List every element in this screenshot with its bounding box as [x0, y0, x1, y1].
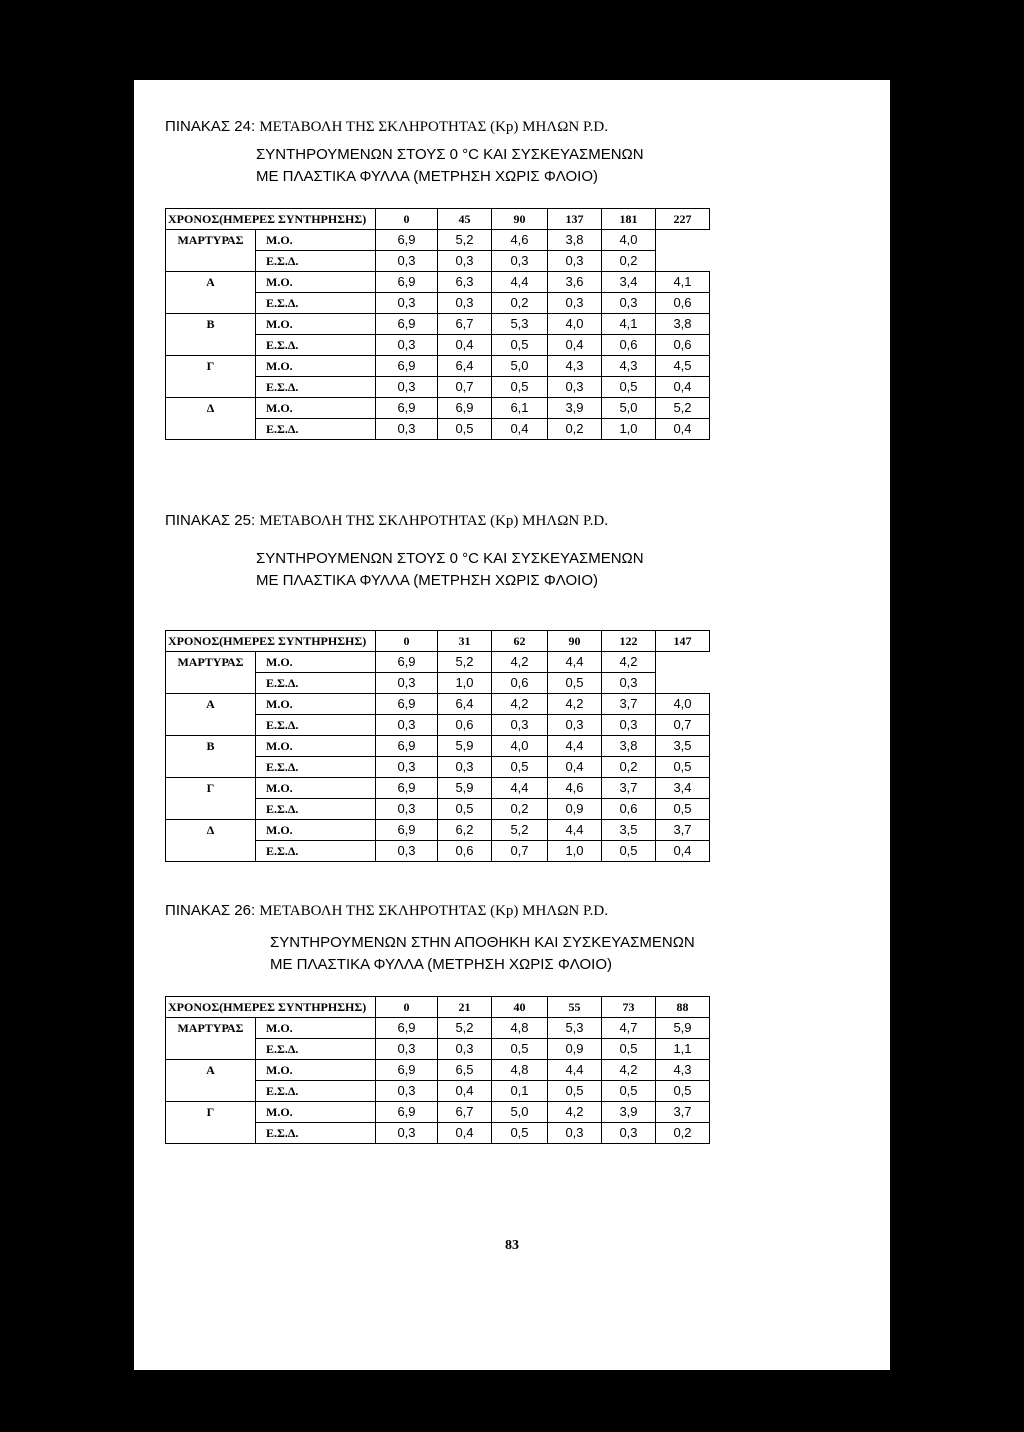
value-cell: 0,3	[376, 757, 438, 778]
value-cell: 0,3	[376, 293, 438, 314]
measure-label: Μ.Ο.	[256, 1060, 376, 1081]
measure-label: Ε.Σ.Δ.	[256, 1081, 376, 1102]
measure-label: Μ.Ο.	[256, 652, 376, 673]
measure-label: Ε.Σ.Δ.	[256, 251, 376, 272]
empty-cell	[656, 673, 710, 694]
table-subtitle: ΜΕ ΠΛΑΣΤΙΚΑ ΦΥΛΛΑ (ΜΕΤΡΗΣΗ ΧΩΡΙΣ ΦΛΟΙΟ)	[270, 956, 613, 973]
empty-cell	[656, 652, 710, 673]
value-cell: 0,5	[656, 757, 710, 778]
group-label	[166, 757, 256, 778]
value-cell: 6,9	[376, 778, 438, 799]
value-cell: 0,6	[656, 293, 710, 314]
header-day-cell: 31	[438, 631, 492, 652]
group-label	[166, 419, 256, 440]
value-cell: 1,0	[548, 841, 602, 862]
value-cell: 0,4	[492, 419, 548, 440]
group-label	[166, 673, 256, 694]
table-row	[166, 1102, 710, 1123]
value-cell: 0,6	[602, 335, 656, 356]
table-row	[166, 673, 710, 694]
value-cell: 0,7	[492, 841, 548, 862]
value-cell: 0,3	[376, 377, 438, 398]
group-label: Δ	[166, 820, 256, 841]
header-day-cell: 88	[656, 997, 710, 1018]
measure-label: Ε.Σ.Δ.	[256, 757, 376, 778]
value-cell: 0,3	[376, 251, 438, 272]
value-cell: 5,9	[656, 1018, 710, 1039]
value-cell: 6,9	[376, 230, 438, 251]
table-subtitle: ΣΥΝΤΗΡΟΥΜΕΝΩΝ ΣΤΟΥΣ 0 °C ΚΑΙ ΣΥΣΚΕΥΑΣΜΕΝΩΝ	[256, 146, 644, 163]
header-day-cell: 147	[656, 631, 710, 652]
table-row	[166, 230, 710, 251]
value-cell: 0,7	[656, 715, 710, 736]
value-cell: 0,3	[438, 251, 492, 272]
value-cell: 4,6	[548, 778, 602, 799]
value-cell: 0,3	[376, 1081, 438, 1102]
value-cell: 4,0	[548, 314, 602, 335]
value-cell: 0,3	[492, 715, 548, 736]
header-day-cell: 45	[438, 209, 492, 230]
table-row	[166, 272, 710, 293]
value-cell: 0,6	[656, 335, 710, 356]
measure-label: Ε.Σ.Δ.	[256, 335, 376, 356]
value-cell: 4,0	[492, 736, 548, 757]
value-cell: 0,3	[548, 377, 602, 398]
value-cell: 4,8	[492, 1060, 548, 1081]
value-cell: 1,0	[438, 673, 492, 694]
table-header-row	[166, 997, 710, 1018]
value-cell: 6,9	[376, 1018, 438, 1039]
measure-label: Μ.Ο.	[256, 1102, 376, 1123]
group-label: Α	[166, 694, 256, 715]
table-row	[166, 778, 710, 799]
group-label	[166, 715, 256, 736]
table-row	[166, 757, 710, 778]
empty-cell	[656, 251, 710, 272]
measure-label: Μ.Ο.	[256, 820, 376, 841]
value-cell: 0,3	[438, 757, 492, 778]
measure-label: Ε.Σ.Δ.	[256, 377, 376, 398]
value-cell: 6,5	[438, 1060, 492, 1081]
document-page	[134, 80, 890, 1370]
group-label: ΜΑΡΤΥΡΑΣ	[166, 1018, 256, 1039]
table-title: ΠΙΝΑΚΑΣ 24: ΜΕΤΑΒΟΛΗ ΤΗΣ ΣΚΛΗΡΟΤΗΤΑΣ (Kp) ΜΗΛΩΝ P.D.	[165, 118, 608, 135]
value-cell: 3,5	[656, 736, 710, 757]
measure-label: Ε.Σ.Δ.	[256, 1039, 376, 1060]
value-cell: 0,2	[548, 419, 602, 440]
measure-label: Μ.Ο.	[256, 398, 376, 419]
value-cell: 6,9	[376, 398, 438, 419]
measure-label: Ε.Σ.Δ.	[256, 1123, 376, 1144]
value-cell: 0,1	[492, 1081, 548, 1102]
data-table	[165, 630, 710, 862]
value-cell: 3,8	[602, 736, 656, 757]
value-cell: 4,3	[602, 356, 656, 377]
value-cell: 3,5	[602, 820, 656, 841]
value-cell: 6,3	[438, 272, 492, 293]
value-cell: 0,3	[602, 1123, 656, 1144]
group-label: Γ	[166, 1102, 256, 1123]
value-cell: 0,5	[602, 1081, 656, 1102]
value-cell: 0,3	[548, 1123, 602, 1144]
value-cell: 3,7	[656, 820, 710, 841]
value-cell: 0,2	[492, 799, 548, 820]
value-cell: 5,0	[492, 356, 548, 377]
table-row	[166, 736, 710, 757]
value-cell: 1,1	[656, 1039, 710, 1060]
value-cell: 6,9	[376, 356, 438, 377]
value-cell: 0,4	[656, 419, 710, 440]
table-row	[166, 820, 710, 841]
table-row	[166, 841, 710, 862]
table-block-26	[134, 902, 890, 1212]
value-cell: 6,9	[376, 694, 438, 715]
table-row	[166, 799, 710, 820]
value-cell: 6,2	[438, 820, 492, 841]
value-cell: 0,3	[602, 715, 656, 736]
group-label	[166, 377, 256, 398]
value-cell: 0,2	[492, 293, 548, 314]
value-cell: 5,3	[548, 1018, 602, 1039]
value-cell: 6,1	[492, 398, 548, 419]
value-cell: 0,6	[602, 799, 656, 820]
value-cell: 4,7	[602, 1018, 656, 1039]
group-label: Β	[166, 314, 256, 335]
table-row	[166, 398, 710, 419]
value-cell: 0,5	[656, 799, 710, 820]
value-cell: 3,7	[656, 1102, 710, 1123]
group-label: ΜΑΡΤΥΡΑΣ	[166, 230, 256, 251]
value-cell: 0,2	[602, 251, 656, 272]
header-day-cell: 0	[376, 209, 438, 230]
value-cell: 0,5	[656, 1081, 710, 1102]
value-cell: 0,5	[438, 419, 492, 440]
header-day-cell: 137	[548, 209, 602, 230]
value-cell: 0,3	[376, 1039, 438, 1060]
table-row	[166, 335, 710, 356]
value-cell: 4,2	[548, 694, 602, 715]
group-label	[166, 1123, 256, 1144]
header-day-cell: 21	[438, 997, 492, 1018]
header-time-label: ΧΡΟΝΟΣ(ΗΜΕΡΕΣ ΣΥΝΤΗΡΗΣΗΣ)	[166, 631, 376, 652]
value-cell: 6,9	[376, 736, 438, 757]
table-row	[166, 652, 710, 673]
measure-label: Μ.Ο.	[256, 1018, 376, 1039]
group-label	[166, 251, 256, 272]
value-cell: 0,3	[376, 673, 438, 694]
value-cell: 0,3	[548, 293, 602, 314]
value-cell: 4,2	[492, 694, 548, 715]
value-cell: 0,3	[376, 715, 438, 736]
table-row	[166, 694, 710, 715]
group-label: ΜΑΡΤΥΡΑΣ	[166, 652, 256, 673]
value-cell: 4,4	[548, 652, 602, 673]
value-cell: 0,5	[438, 799, 492, 820]
value-cell: 0,9	[548, 1039, 602, 1060]
value-cell: 4,0	[602, 230, 656, 251]
value-cell: 3,9	[602, 1102, 656, 1123]
header-day-cell: 62	[492, 631, 548, 652]
value-cell: 0,3	[438, 1039, 492, 1060]
data-table	[165, 996, 710, 1144]
group-label	[166, 1081, 256, 1102]
table-row	[166, 377, 710, 398]
group-label	[166, 841, 256, 862]
header-day-cell: 181	[602, 209, 656, 230]
value-cell: 0,5	[492, 757, 548, 778]
value-cell: 6,4	[438, 356, 492, 377]
header-day-cell: 227	[656, 209, 710, 230]
header-day-cell: 0	[376, 631, 438, 652]
value-cell: 6,9	[376, 820, 438, 841]
table-row	[166, 1081, 710, 1102]
value-cell: 3,8	[548, 230, 602, 251]
measure-label: Ε.Σ.Δ.	[256, 293, 376, 314]
value-cell: 3,7	[602, 778, 656, 799]
value-cell: 4,5	[656, 356, 710, 377]
group-label: Γ	[166, 356, 256, 377]
value-cell: 0,3	[602, 673, 656, 694]
value-cell: 3,8	[656, 314, 710, 335]
value-cell: 4,4	[492, 272, 548, 293]
value-cell: 5,9	[438, 736, 492, 757]
group-label: Γ	[166, 778, 256, 799]
value-cell: 3,4	[656, 778, 710, 799]
measure-label: Ε.Σ.Δ.	[256, 715, 376, 736]
value-cell: 3,7	[602, 694, 656, 715]
value-cell: 5,9	[438, 778, 492, 799]
group-label: Δ	[166, 398, 256, 419]
value-cell: 4,1	[602, 314, 656, 335]
measure-label: Μ.Ο.	[256, 314, 376, 335]
value-cell: 4,6	[492, 230, 548, 251]
value-cell: 6,9	[438, 398, 492, 419]
table-header-row	[166, 209, 710, 230]
value-cell: 3,9	[548, 398, 602, 419]
group-label: Α	[166, 1060, 256, 1081]
table-row	[166, 419, 710, 440]
value-cell: 5,0	[602, 398, 656, 419]
table-row	[166, 293, 710, 314]
group-label: Α	[166, 272, 256, 293]
value-cell: 0,4	[438, 335, 492, 356]
value-cell: 4,2	[492, 652, 548, 673]
table-subtitle: ΣΥΝΤΗΡΟΥΜΕΝΩΝ ΣΤΟΥΣ 0 °C ΚΑΙ ΣΥΣΚΕΥΑΣΜΕΝΩΝ	[256, 550, 644, 567]
measure-label: Ε.Σ.Δ.	[256, 673, 376, 694]
page-number: 83	[505, 1238, 519, 1253]
value-cell: 0,5	[548, 1081, 602, 1102]
group-label	[166, 293, 256, 314]
measure-label: Μ.Ο.	[256, 356, 376, 377]
table-row	[166, 314, 710, 335]
value-cell: 4,4	[492, 778, 548, 799]
value-cell: 0,3	[492, 251, 548, 272]
value-cell: 0,5	[602, 377, 656, 398]
value-cell: 6,9	[376, 1102, 438, 1123]
header-day-cell: 90	[492, 209, 548, 230]
data-table	[165, 208, 710, 440]
value-cell: 4,8	[492, 1018, 548, 1039]
value-cell: 6,9	[376, 314, 438, 335]
measure-label: Μ.Ο.	[256, 272, 376, 293]
value-cell: 5,2	[438, 230, 492, 251]
table-row	[166, 1060, 710, 1081]
value-cell: 0,5	[602, 1039, 656, 1060]
value-cell: 5,2	[438, 1018, 492, 1039]
value-cell: 0,4	[548, 335, 602, 356]
value-cell: 0,2	[602, 757, 656, 778]
value-cell: 0,3	[548, 715, 602, 736]
value-cell: 0,3	[376, 841, 438, 862]
value-cell: 4,4	[548, 736, 602, 757]
header-day-cell: 73	[602, 997, 656, 1018]
header-day-cell: 0	[376, 997, 438, 1018]
value-cell: 3,4	[602, 272, 656, 293]
table-row	[166, 1039, 710, 1060]
value-cell: 0,5	[492, 1123, 548, 1144]
value-cell: 0,4	[438, 1123, 492, 1144]
value-cell: 0,4	[438, 1081, 492, 1102]
header-day-cell: 40	[492, 997, 548, 1018]
value-cell: 4,2	[602, 652, 656, 673]
table-row	[166, 715, 710, 736]
value-cell: 4,4	[548, 1060, 602, 1081]
table-subtitle: ΜΕ ΠΛΑΣΤΙΚΑ ΦΥΛΛΑ (ΜΕΤΡΗΣΗ ΧΩΡΙΣ ΦΛΟΙΟ)	[256, 168, 599, 185]
measure-label: Μ.Ο.	[256, 778, 376, 799]
value-cell: 3,6	[548, 272, 602, 293]
value-cell: 4,2	[602, 1060, 656, 1081]
header-time-label: ΧΡΟΝΟΣ(ΗΜΕΡΕΣ ΣΥΝΤΗΡΗΣΗΣ)	[166, 997, 376, 1018]
measure-label: Ε.Σ.Δ.	[256, 799, 376, 820]
table-block-25	[134, 512, 890, 892]
table-title: ΠΙΝΑΚΑΣ 26: ΜΕΤΑΒΟΛΗ ΤΗΣ ΣΚΛΗΡΟΤΗΤΑΣ (Kp) ΜΗΛΩΝ P.D.	[165, 902, 608, 919]
value-cell: 4,2	[548, 1102, 602, 1123]
table-block-24	[134, 118, 890, 458]
value-cell: 0,2	[656, 1123, 710, 1144]
table-row	[166, 1018, 710, 1039]
value-cell: 0,6	[438, 841, 492, 862]
value-cell: 4,3	[548, 356, 602, 377]
measure-label: Μ.Ο.	[256, 694, 376, 715]
value-cell: 0,3	[376, 419, 438, 440]
table-subtitle: ΣΥΝΤΗΡΟΥΜΕΝΩΝ ΣΤΗΝ ΑΠΟΘΗΚΗ ΚΑΙ ΣΥΣΚΕΥΑΣΜΕΝΩΝ	[270, 934, 695, 951]
value-cell: 6,9	[376, 652, 438, 673]
measure-label: Ε.Σ.Δ.	[256, 841, 376, 862]
value-cell: 4,0	[656, 694, 710, 715]
header-time-label: ΧΡΟΝΟΣ(ΗΜΕΡΕΣ ΣΥΝΤΗΡΗΣΗΣ)	[166, 209, 376, 230]
value-cell: 6,7	[438, 314, 492, 335]
value-cell: 0,5	[492, 377, 548, 398]
measure-label: Ε.Σ.Δ.	[256, 419, 376, 440]
value-cell: 0,6	[438, 715, 492, 736]
value-cell: 6,9	[376, 272, 438, 293]
value-cell: 0,3	[376, 799, 438, 820]
header-day-cell: 122	[602, 631, 656, 652]
value-cell: 6,7	[438, 1102, 492, 1123]
measure-label: Μ.Ο.	[256, 230, 376, 251]
header-day-cell: 90	[548, 631, 602, 652]
value-cell: 0,3	[602, 293, 656, 314]
group-label	[166, 799, 256, 820]
value-cell: 0,4	[656, 377, 710, 398]
table-header-row	[166, 631, 710, 652]
value-cell: 4,3	[656, 1060, 710, 1081]
value-cell: 0,3	[376, 1123, 438, 1144]
group-label: Β	[166, 736, 256, 757]
value-cell: 6,9	[376, 1060, 438, 1081]
group-label	[166, 1039, 256, 1060]
group-label	[166, 335, 256, 356]
value-cell: 1,0	[602, 419, 656, 440]
value-cell: 6,4	[438, 694, 492, 715]
table-row	[166, 1123, 710, 1144]
value-cell: 4,1	[656, 272, 710, 293]
value-cell: 0,7	[438, 377, 492, 398]
table-row	[166, 251, 710, 272]
table-subtitle: ΜΕ ΠΛΑΣΤΙΚΑ ΦΥΛΛΑ (ΜΕΤΡΗΣΗ ΧΩΡΙΣ ΦΛΟΙΟ)	[256, 572, 599, 589]
value-cell: 0,5	[492, 1039, 548, 1060]
value-cell: 0,3	[376, 335, 438, 356]
value-cell: 5,2	[656, 398, 710, 419]
value-cell: 0,3	[438, 293, 492, 314]
value-cell: 0,3	[548, 251, 602, 272]
table-title: ΠΙΝΑΚΑΣ 25: ΜΕΤΑΒΟΛΗ ΤΗΣ ΣΚΛΗΡΟΤΗΤΑΣ (Kp) ΜΗΛΩΝ P.D.	[165, 512, 608, 529]
value-cell: 0,6	[492, 673, 548, 694]
value-cell: 5,2	[492, 820, 548, 841]
value-cell: 5,2	[438, 652, 492, 673]
empty-cell	[656, 230, 710, 251]
measure-label: Μ.Ο.	[256, 736, 376, 757]
value-cell: 5,3	[492, 314, 548, 335]
value-cell: 0,5	[602, 841, 656, 862]
value-cell: 0,5	[492, 335, 548, 356]
value-cell: 0,5	[548, 673, 602, 694]
value-cell: 0,4	[548, 757, 602, 778]
value-cell: 4,4	[548, 820, 602, 841]
value-cell: 0,4	[656, 841, 710, 862]
value-cell: 0,9	[548, 799, 602, 820]
header-day-cell: 55	[548, 997, 602, 1018]
value-cell: 5,0	[492, 1102, 548, 1123]
table-row	[166, 356, 710, 377]
